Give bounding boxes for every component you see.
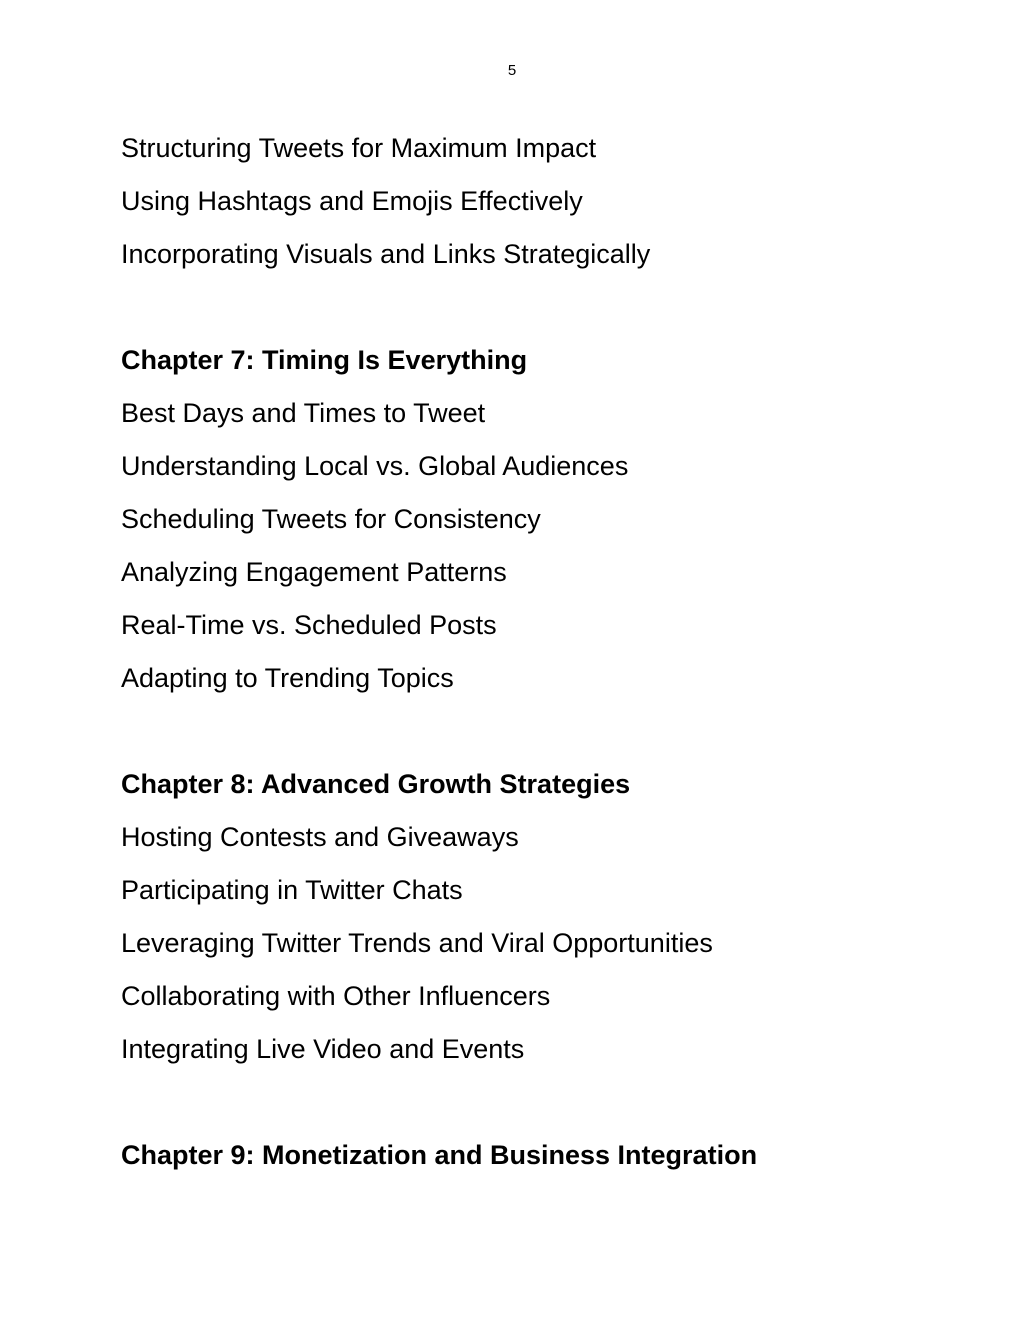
toc-item: Structuring Tweets for Maximum Impact — [121, 133, 597, 163]
toc-item: Adapting to Trending Topics — [121, 663, 454, 693]
toc-item: Using Hashtags and Emojis Effectively — [121, 186, 583, 216]
section-spacer — [121, 281, 921, 334]
toc-item: Real-Time vs. Scheduled Posts — [121, 610, 497, 640]
table-of-contents — [121, 122, 921, 1182]
toc-item: Analyzing Engagement Patterns — [121, 557, 507, 587]
toc-item: Integrating Live Video and Events — [121, 1034, 525, 1064]
chapter-7-heading: Chapter 7: Timing Is Everything — [121, 345, 528, 375]
toc-item: Hosting Contests and Giveaways — [121, 822, 519, 852]
toc-item: Collaborating with Other Influencers — [121, 981, 551, 1011]
section-spacer — [121, 705, 921, 758]
toc-item: Participating in Twitter Chats — [121, 875, 463, 905]
chapter-9-heading: Chapter 9: Monetization and Business Integration — [121, 1140, 758, 1170]
toc-item: Scheduling Tweets for Consistency — [121, 504, 541, 534]
toc-item: Best Days and Times to Tweet — [121, 398, 486, 428]
toc-item: Leveraging Twitter Trends and Viral Opportunities — [121, 928, 713, 958]
toc-item: Understanding Local vs. Global Audiences — [121, 451, 629, 481]
section-spacer — [121, 1076, 921, 1129]
page-number: 5 — [507, 62, 517, 79]
chapter-8-heading: Chapter 8: Advanced Growth Strategies — [121, 769, 631, 799]
toc-item: Incorporating Visuals and Links Strategically — [121, 239, 651, 269]
